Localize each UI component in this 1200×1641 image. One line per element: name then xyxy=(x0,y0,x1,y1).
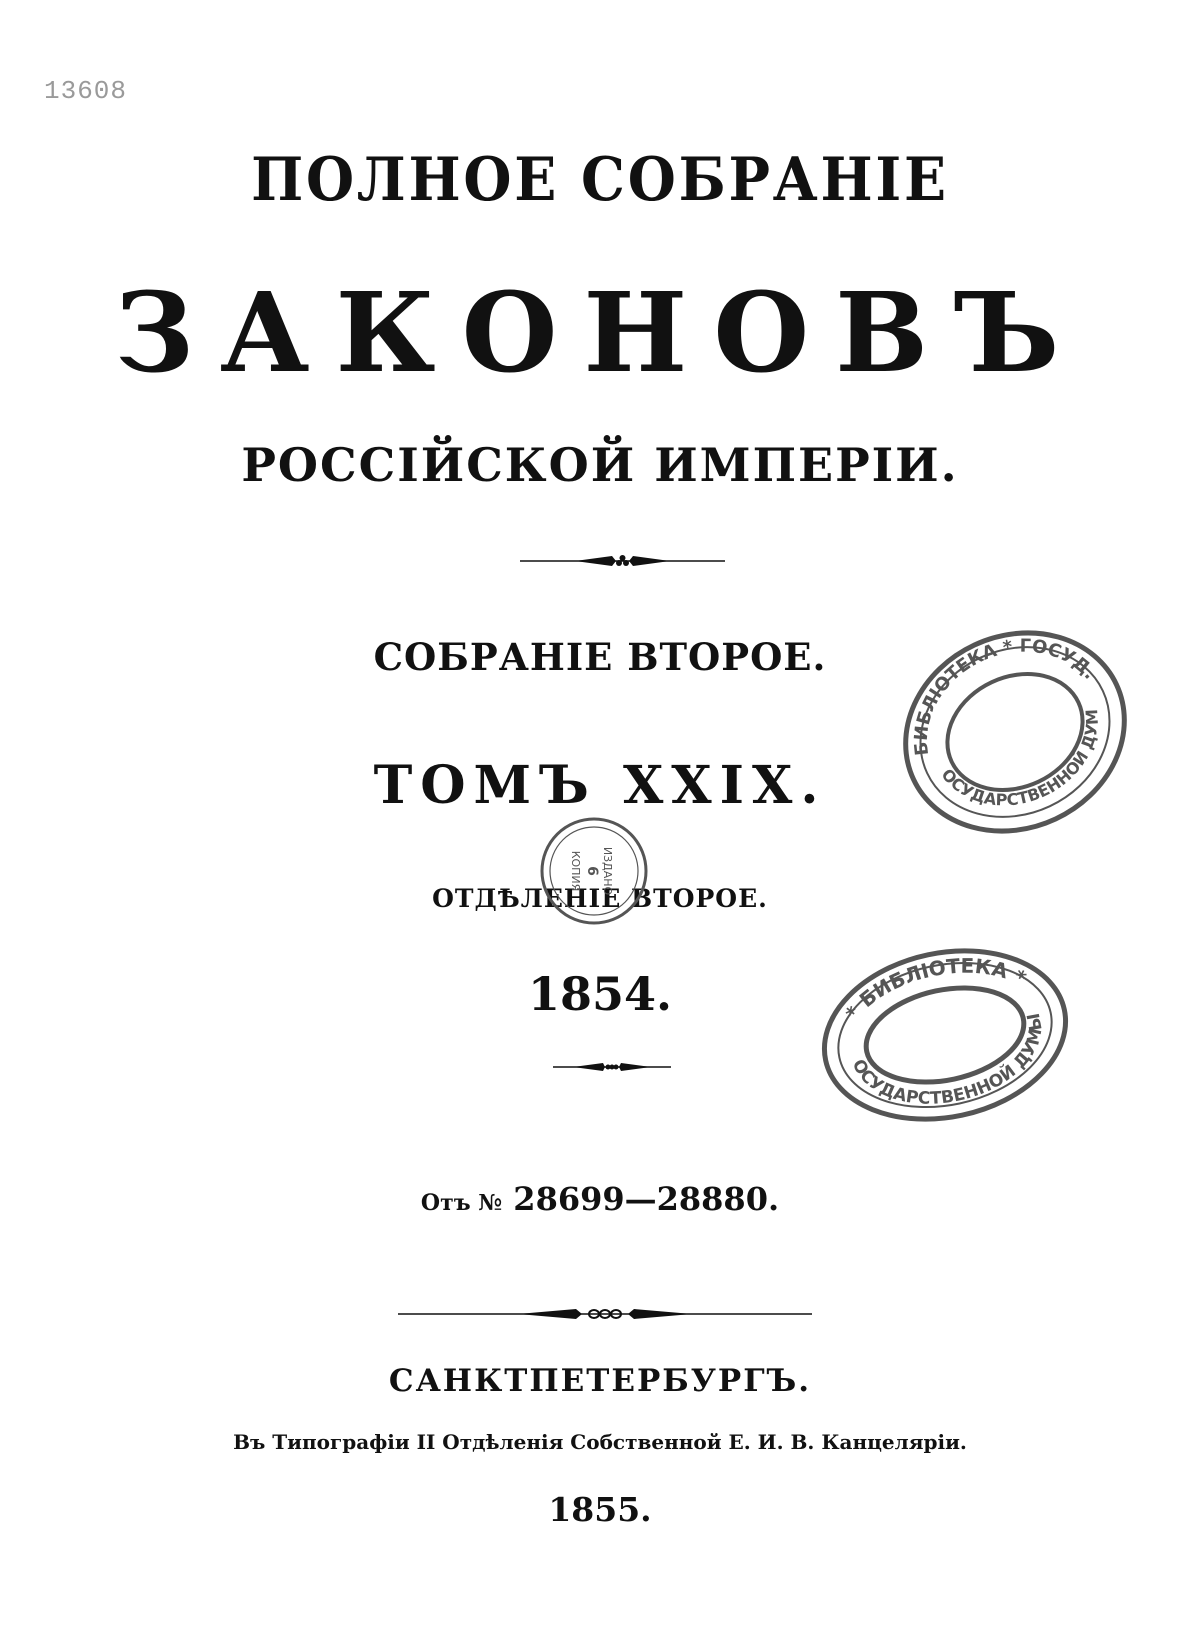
ornament-divider-2 xyxy=(553,1060,671,1074)
title-line-3: РОССІЙСКОЙ ИМПЕРІИ. xyxy=(241,438,959,492)
range-numbers: 28699—28880. xyxy=(513,1180,780,1218)
section-title: ОТДѢЛЕНІЕ ВТОРОЕ. xyxy=(432,884,768,913)
svg-text:БИБЛІОТЕКА * ГОСУД.: БИБЛІОТЕКА * ГОСУД. xyxy=(910,635,1101,757)
round-stamp-small xyxy=(538,815,650,927)
library-stamp-top xyxy=(890,615,1140,850)
volume-year: 1854. xyxy=(527,967,673,1021)
printer-line: Въ Типографіи II Отдѣленія Собственной Е. И. В. Канцеляріи. xyxy=(233,1430,967,1454)
law-number-range xyxy=(0,1180,1200,1218)
title-line-2: ЗАКОНОВЪ xyxy=(114,268,1086,397)
svg-text:ГОСУДАРСТВЕННОЙ ДУМЫ: ГОСУДАРСТВЕННОЙ ДУМЫ xyxy=(847,1011,1047,1109)
page-number: 13608 xyxy=(44,76,128,106)
volume-title: ТОМЪ XXIX. xyxy=(373,755,827,816)
svg-text:ГОСУДАРСТВЕННОЙ ДУМЫ: ГОСУДАРСТВЕННОЙ ДУМЫ xyxy=(937,708,1102,810)
svg-text:ИЗДАНО: ИЗДАНО xyxy=(601,846,614,896)
svg-text:6: 6 xyxy=(584,866,600,876)
svg-text:КОПИЯ: КОПИЯ xyxy=(569,850,582,892)
svg-text:* БИБЛІОТЕКА *: * БИБЛІОТЕКА * xyxy=(840,953,1031,1025)
city-name: САНКТПЕТЕРБУРГЪ. xyxy=(388,1363,812,1399)
ornament-divider-1 xyxy=(520,552,725,570)
ornament-divider-3 xyxy=(398,1305,812,1323)
title-line-1: ПОЛНОЕ СОБРАНІЕ xyxy=(251,145,949,215)
collection-title: СОБРАНІЕ ВТОРОЕ. xyxy=(373,635,827,679)
range-prefix: Отъ № xyxy=(420,1190,503,1216)
library-stamp-bottom xyxy=(815,940,1075,1130)
print-year: 1855. xyxy=(548,1490,652,1529)
